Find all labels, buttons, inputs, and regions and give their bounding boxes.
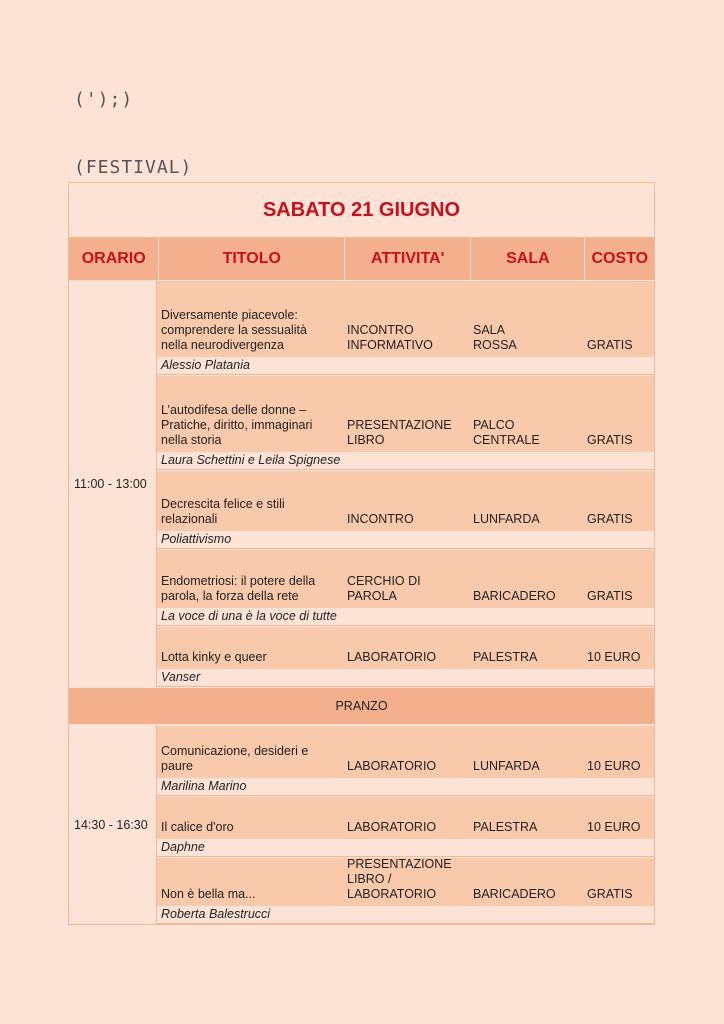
event-cost: 10 EURO	[587, 650, 641, 664]
event-activity	[343, 650, 469, 669]
event-row	[157, 470, 654, 549]
table-header	[69, 238, 654, 280]
event-cost: GRATIS	[587, 589, 633, 603]
header-titolo: TITOLO	[159, 238, 345, 280]
time-block-afternoon	[69, 725, 654, 924]
event-activity	[343, 418, 469, 452]
event-list	[157, 280, 654, 687]
event-row	[157, 725, 654, 796]
event-title-line: nella neurodivergenza	[161, 338, 285, 352]
event-row	[157, 626, 654, 687]
event-activity	[343, 574, 469, 608]
event-room-line: LUNFARDA	[473, 512, 540, 526]
event-speaker: Daphne	[157, 839, 654, 857]
event-speaker: Marilina Marino	[157, 778, 654, 796]
event-title-line: L’autodifesa delle donne –	[161, 403, 307, 417]
event-title	[157, 497, 343, 531]
time-block-morning	[69, 280, 654, 687]
event-title	[157, 887, 343, 906]
event-activity-line: LIBRO /	[347, 872, 392, 886]
event-row	[157, 375, 654, 470]
event-room	[469, 820, 583, 839]
event-activity-line: INFORMATIVO	[347, 338, 433, 352]
event-cost: 10 EURO	[587, 820, 641, 834]
event-title-line: paure	[161, 759, 193, 773]
event-room	[469, 650, 583, 669]
event-activity-line: PRESENTAZIONE	[347, 857, 452, 871]
event-activity-line: LABORATORIO	[347, 820, 437, 834]
event-room-line: PALCO	[473, 418, 515, 432]
event-speaker: Roberta Balestrucci	[157, 906, 654, 924]
event-room-line: PALESTRA	[473, 820, 538, 834]
logo-line: (');)	[74, 89, 134, 110]
event-title	[157, 744, 343, 778]
event-title-line: parola, la forza della rete	[161, 589, 299, 603]
header-attivita: ATTIVITA'	[345, 238, 471, 280]
event-room-line: BARICADERO	[473, 589, 556, 603]
time-slot: 14:30 - 16:30	[69, 725, 157, 924]
event-room	[469, 323, 583, 357]
schedule-table	[68, 182, 655, 925]
event-title-line: nella storia	[161, 433, 222, 447]
event-title-line: comprendere la sessualità	[161, 323, 307, 337]
time-slot: 11:00 - 13:00	[69, 280, 157, 687]
event-cost: GRATIS	[587, 887, 633, 901]
event-room-line: ROSSA	[473, 338, 517, 352]
event-activity-line: PAROLA	[347, 589, 397, 603]
event-cost: GRATIS	[587, 338, 633, 352]
event-activity	[343, 512, 469, 531]
event-title-line: Pratiche, diritto, immaginari	[161, 418, 313, 432]
event-row	[157, 549, 654, 626]
event-room	[469, 589, 583, 608]
event-list	[157, 725, 654, 924]
event-row	[157, 796, 654, 857]
event-title-line: Non è bella ma...	[161, 887, 256, 901]
header-orario: ORARIO	[69, 238, 159, 280]
event-room	[469, 759, 583, 778]
event-title	[157, 308, 343, 357]
event-speaker: Alessio Platania	[157, 357, 654, 375]
event-room-line: LUNFARDA	[473, 759, 540, 773]
event-activity-line: LIBRO	[347, 433, 385, 447]
event-activity	[343, 759, 469, 778]
event-activity-line: LABORATORIO	[347, 759, 437, 773]
event-row	[157, 280, 654, 375]
event-speaker: Vanser	[157, 669, 654, 687]
event-title-line: Il calice d'oro	[161, 820, 234, 834]
event-room-line: CENTRALE	[473, 433, 540, 447]
event-room-line: BARICADERO	[473, 887, 556, 901]
event-cost: GRATIS	[587, 512, 633, 526]
event-title	[157, 403, 343, 452]
event-title-line: relazionali	[161, 512, 218, 526]
event-activity	[343, 820, 469, 839]
event-cost: GRATIS	[587, 433, 633, 447]
event-speaker: La voce di una è la voce di tutte	[157, 608, 654, 626]
header-costo: COSTO	[591, 250, 649, 267]
event-activity-line: LABORATORIO	[347, 650, 437, 664]
event-room	[469, 418, 583, 452]
schedule-title: SABATO 21 GIUGNO	[69, 183, 654, 238]
event-room-line: SALA	[473, 323, 505, 337]
event-title	[157, 574, 343, 608]
event-activity-line: PRESENTAZIONE	[347, 418, 452, 432]
event-speaker: Laura Schettini e Leila Spignese	[157, 452, 654, 470]
event-activity-line: INCONTRO	[347, 323, 414, 337]
event-title-line: Endometriosi: il potere della	[161, 574, 316, 588]
event-title-line: Diversamente piacevole:	[161, 308, 298, 322]
event-activity	[343, 323, 469, 357]
event-activity-line: CERCHIO DI	[347, 574, 421, 588]
lunch-break: PRANZO	[69, 687, 654, 725]
logo-line: (FESTIVAL)	[74, 156, 193, 178]
event-activity-line: INCONTRO	[347, 512, 414, 526]
event-row	[157, 857, 654, 924]
event-activity	[343, 857, 469, 906]
event-cost: 10 EURO	[587, 759, 641, 773]
event-activity-line: LABORATORIO	[347, 887, 437, 901]
event-room	[469, 512, 583, 531]
event-speaker: Poliattivismo	[157, 531, 654, 549]
header-sala: SALA	[471, 238, 585, 280]
event-room-line: PALESTRA	[473, 650, 538, 664]
event-title-line: Lotta kinky e queer	[161, 650, 267, 664]
event-title	[157, 650, 343, 669]
event-room	[469, 887, 583, 906]
event-title	[157, 820, 343, 839]
event-title-line: Decrescita felice e stili	[161, 497, 285, 511]
event-title-line: Comunicazione, desideri e	[161, 744, 309, 758]
